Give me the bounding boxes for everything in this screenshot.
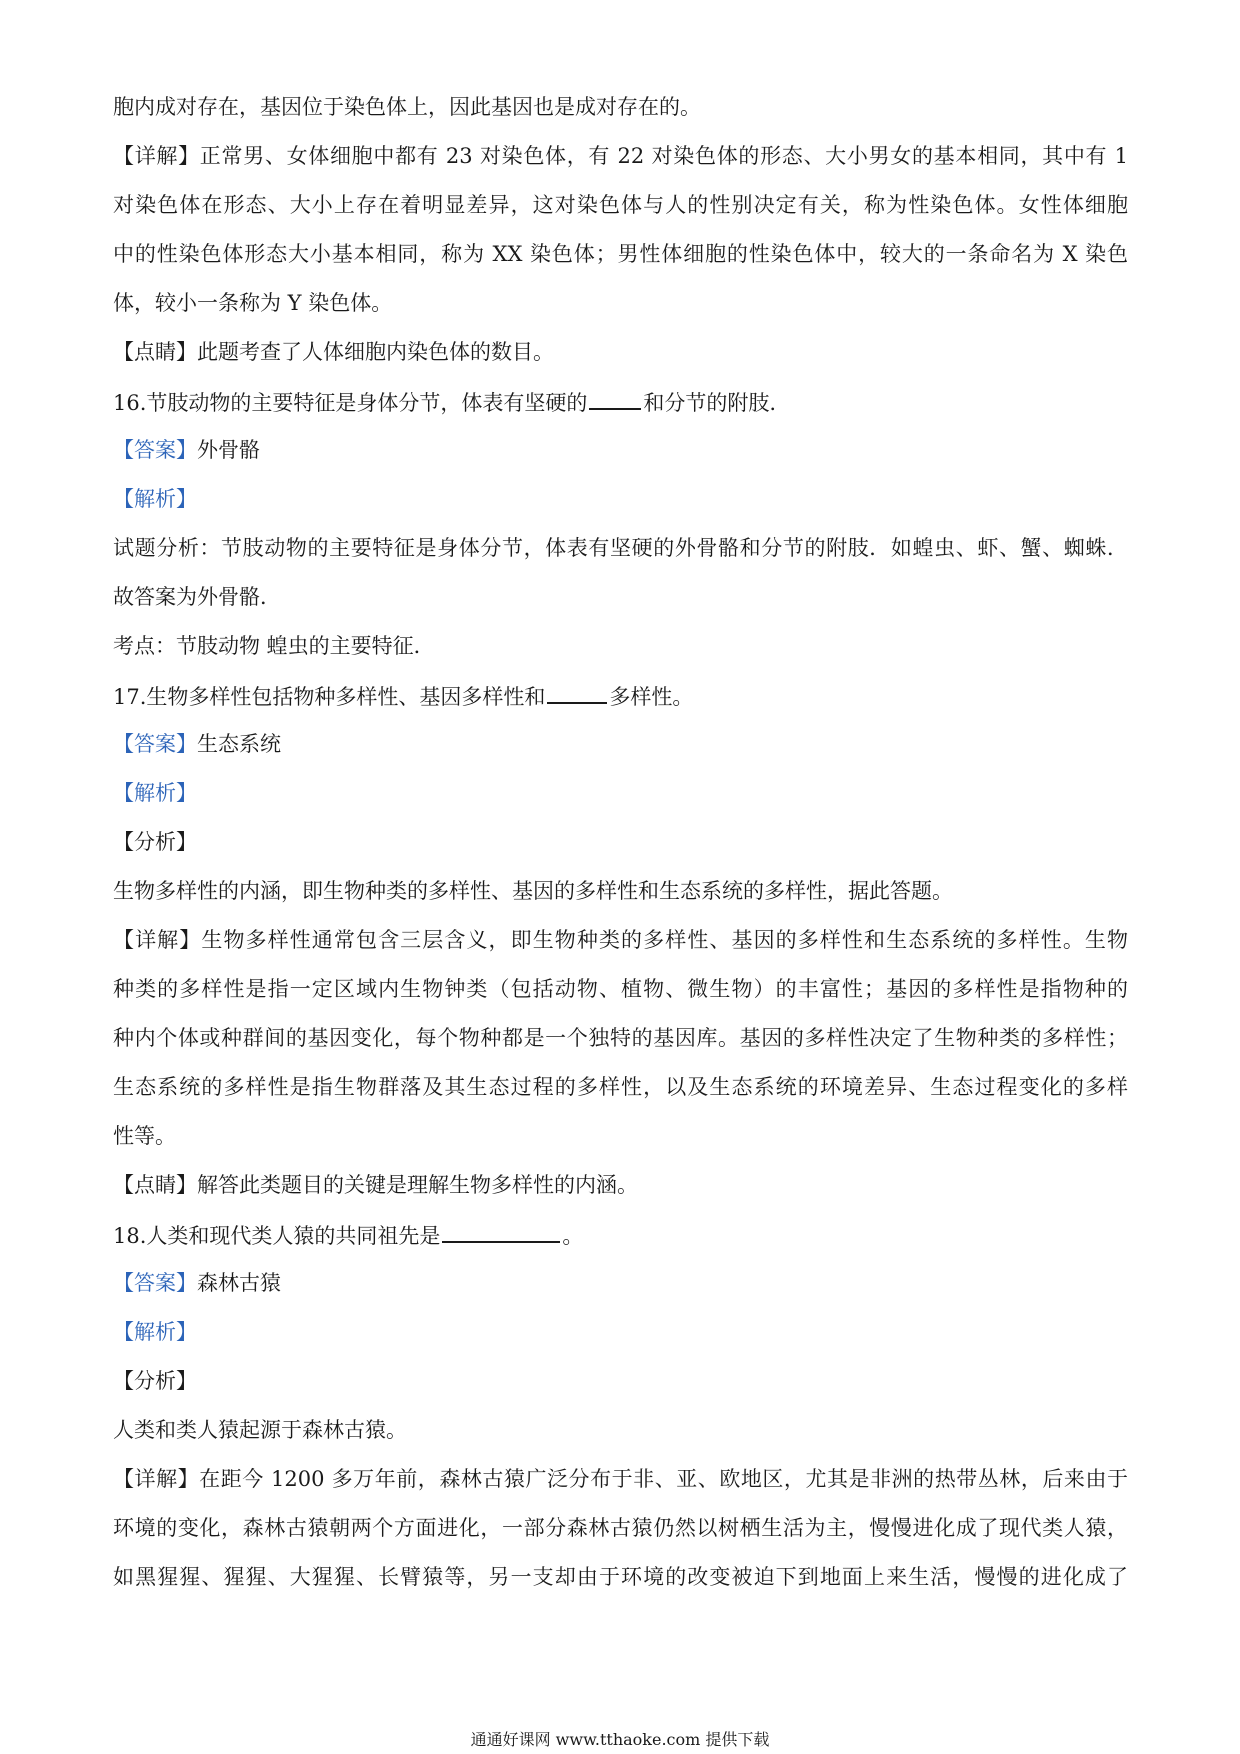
analysis-line <box>113 484 1128 514</box>
text-line: 人类和类人猿起源于森林古猿。 <box>113 1418 407 1442</box>
text-line: 中的性染色体形态大小基本相同，称为 XX 染色体；男性体细胞的性染色体中，较大的一条命名为 X 染色 <box>113 242 1128 266</box>
text-line: 种类的多样性是指一定区域内生物钟类（包括动物、植物、微生物）的丰富性；基因的多样性是指物种的 <box>113 977 1128 1001</box>
text-line: 考点：节肢动物 蝗虫的主要特征． <box>113 634 435 658</box>
question-18: 18.人类和现代类人猿的共同祖先是 。 <box>113 1219 1128 1251</box>
answer-blank <box>547 680 607 704</box>
page-footer: 通通好课网 www.tthaoke.com 提供下载 <box>470 1730 770 1749</box>
text-line: 生物多样性的内涵，即生物种类的多样性、基因的多样性和生态系统的多样性，据此答题。 <box>113 879 953 903</box>
text-line: 胞内成对存在，基因位于染色体上，因此基因也是成对存在的。 <box>113 95 701 119</box>
answer-line: 【答案】生态系统 <box>113 732 281 756</box>
text-line: 生态系统的多样性是指生物群落及其生态过程的多样性，以及生态系统的环境差异、生态过程变化的多样 <box>113 1075 1128 1099</box>
text-line: 试题分析：节肢动物的主要特征是身体分节，体表有坚硬的外骨骼和分节的附肢．如蝗虫、虾、蟹、蜘蛛． <box>113 536 1128 560</box>
answer-blank <box>589 386 641 410</box>
detail-paragraph-line: 【详解】生物多样性通常包含三层含义，即生物种类的多样性、基因的多样性和生态系统的多样性。生物 <box>113 928 1128 952</box>
text-line: 种内个体或种群间的基因变化，每个物种都是一个独特的基因库。基因的多样性决定了生物种类的多样性； <box>113 1026 1128 1050</box>
analysis-heading: 【分析】 <box>113 830 197 854</box>
text-line: 故答案为外骨骼． <box>113 585 281 609</box>
analysis-tag: 【解析】 <box>113 781 197 805</box>
question-17: 17.生物多样性包括物种多样性、基因多样性和 多样性。 <box>113 680 1128 712</box>
analysis-tag: 【解析】 <box>113 1320 197 1344</box>
analysis-line <box>113 778 1128 808</box>
answer-tag: 【答案】 <box>113 732 197 756</box>
answer-blank <box>442 1219 560 1243</box>
text-line: 性等。 <box>113 1124 176 1148</box>
detail-tag: 【详解】 <box>113 928 202 952</box>
detail-paragraph-line: 【详解】在距今 1200 多万年前，森林古猿广泛分布于非、亚、欧地区，尤其是非洲的热带丛林，后来由于 <box>113 1467 1128 1491</box>
answer-line: 【答案】外骨骼 <box>113 438 260 462</box>
analysis-heading: 【分析】 <box>113 1369 197 1393</box>
text-line: 对染色体在形态、大小上存在着明显差异，这对染色体与人的性别决定有关，称为性染色体。女性体细胞 <box>113 193 1128 217</box>
comment-tag: 【点睛】 <box>113 340 197 364</box>
text-line: 如黑猩猩、猩猩、大猩猩、长臂猿等，另一支却由于环境的改变被迫下到地面上来生活，慢慢的进化成了 <box>113 1565 1128 1589</box>
answer-line: 【答案】森林古猿 <box>113 1271 281 1295</box>
comment-tag: 【点睛】 <box>113 1173 197 1197</box>
question-16: 16.节肢动物的主要特征是身体分节，体表有坚硬的 和分节的附肢. <box>113 386 1128 418</box>
detail-paragraph-line: 【详解】正常男、女体细胞中都有 23 对染色体，有 22 对染色体的形态、大小男女的基本相同，其中有 1 <box>113 144 1128 168</box>
detail-tag: 【详解】 <box>113 1467 200 1491</box>
analysis-line <box>113 1317 1128 1347</box>
answer-tag: 【答案】 <box>113 438 197 462</box>
comment-line: 【点睛】解答此类题目的关键是理解生物多样性的内涵。 <box>113 1173 638 1197</box>
answer-tag: 【答案】 <box>113 1271 197 1295</box>
comment-line: 【点睛】此题考查了人体细胞内染色体的数目。 <box>113 340 554 364</box>
text-line: 环境的变化，森林古猿朝两个方面进化，一部分森林古猿仍然以树栖生活为主，慢慢进化成了现代类人猿， <box>113 1516 1128 1540</box>
detail-tag: 【详解】 <box>113 144 200 168</box>
text-line: 体，较小一条称为 Y 染色体。 <box>113 291 393 315</box>
analysis-tag: 【解析】 <box>113 487 197 511</box>
